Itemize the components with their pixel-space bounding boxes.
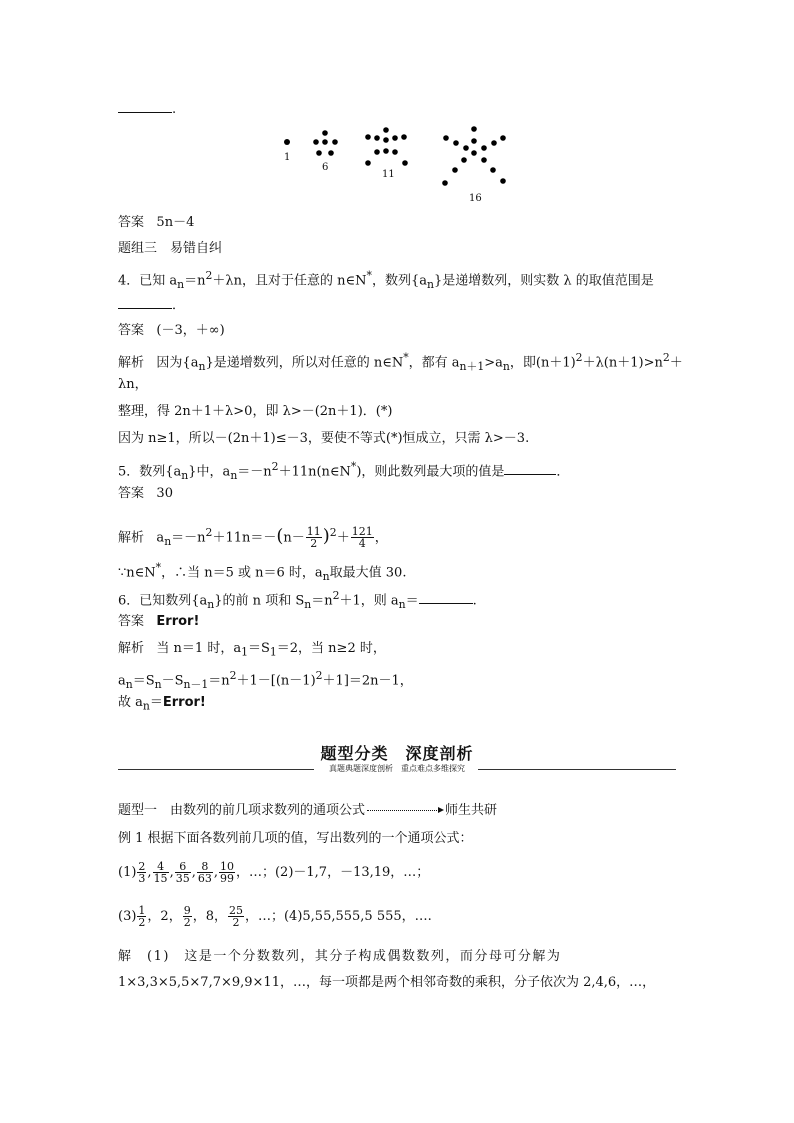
section-title: 题型分类 深度剖析 [320,744,474,763]
group3-title: 题组三 易错自纠 [118,241,223,256]
answer-value: Error! [156,614,200,629]
type1-tag: 师生共研 [445,803,498,818]
q5-line-b: ∵n∈N*，∴当 n＝5 或 n＝6 时，$a_n$取最大值 30. [118,561,407,583]
q4-stem: 4．已知 $a_n=n^2+\lambda n$，且对于任意的 n∈N*，数列$\{a_n\}$是递增数列，则实数 λ 的取值范围是 [118,269,654,291]
answer-value: (－3，＋∞) [156,323,225,338]
answer-label: 答案 [118,215,145,230]
q5-answer-line [118,486,173,502]
q4-line-d: 因为 n≥1，所以－(2n＋1)≤－3，要使不等式(*)恒成立，只需 λ>－3. [118,431,530,446]
answer-value: 5n－4 [156,215,195,230]
q5-analysis-line: 解析 $a_n=-n^2+11n=-(n-$ $\frac{11}{2}$ )$^2$＋ $\frac{121}{4}$ ， [118,525,388,551]
q4-analysis-cont: λn， [118,377,148,392]
ex1-part1: (1) $\frac{2}{3}$ , $\frac{4}{15}$ , $\frac{6}{35}$ , $\frac{8}{63}$ , $\frac{10}{99}$ ，…；(2)－1,7，－13,19，…； [118,860,430,885]
q6-answer-line [118,614,199,630]
figure-label-1: 1 [284,152,291,163]
fraction: $\frac{11}{2}$ [306,525,321,551]
answer-blank [118,296,172,309]
q4-answer-line [118,323,225,339]
answer-label: 答案 [118,486,145,501]
answer-blank [419,591,473,604]
ex1-part3: (3) $\frac{1}{2}$ ，2， $\frac{9}{2}$ ，8， $\frac{25}{2}$ ，…；(4)5,55,555,5 555，…. [118,904,432,929]
q4-analysis-line: 解析 因为$\{a_n\}$是递增数列，所以对任意的 n∈N*，都有 $a_{n+1}>a_n$，即$(n+1)^2+\lambda(n+1)>n^2+$ [118,351,683,373]
answer-value: 30 [156,486,173,501]
figure-label-6: 6 [322,162,329,173]
q6-line-b: $a_n=S_n-S_{n-1}=n^2+1-[(n-1)^2+1]=2n-1$， [118,669,413,691]
q4-line-c: 整理，得 2n＋1＋λ>0，即 λ>－(2n＋1)．(*) [118,404,393,419]
q6-line-c: 故 $a_n=Error$! [118,695,206,713]
answer-blank [118,100,172,113]
top-blank-line [118,100,176,118]
answer-label: 答案 [118,323,145,338]
answer-blank [504,462,556,475]
figure-label-11: 11 [382,169,395,180]
period: . [172,102,177,117]
q3-answer-line [118,215,194,231]
ex1-solution-b: 1×3,3×5,5×7,7×9,9×11，…，每一项都是两个相邻奇数的乘积，分子依次为 2,4,6，…， [118,975,656,990]
q4-blank-line: ． [118,296,185,314]
q5-stem: 5．数列$\{a_n\}$中，$a_n=-n^2+11n(n\in N^*)$，则此数列最大项的值是 ． [118,460,570,482]
figure-label-16: 16 [469,193,482,204]
type1-heading [118,803,497,819]
q6-analysis-line: 解析 当 n＝1 时，$a_1=S_1=2$，当 n≥2 时， [118,641,386,659]
ex1-stem: 例 1 根据下面各数列前几项的值，写出数列的一个通项公式： [118,831,473,846]
fraction: $\frac{121}{4}$ [351,525,373,551]
section-subtitle: 真题典题深度剖析 重点难点多维探究 [0,763,794,774]
type1-title: 题型一 由数列的前几项求数列的通项公式 [118,803,366,818]
arrow-icon [367,810,439,811]
ex1-solution-a: 解 (1) 这是一个分数数列，其分子构成偶数数列，而分母可分解为 [118,949,562,964]
answer-label: 答案 [118,614,145,629]
q6-stem: 6．已知数列$\{a_n\}$的前 n 项和 $S_n=n^2+1$，则 $a_n=$ . [118,589,477,611]
